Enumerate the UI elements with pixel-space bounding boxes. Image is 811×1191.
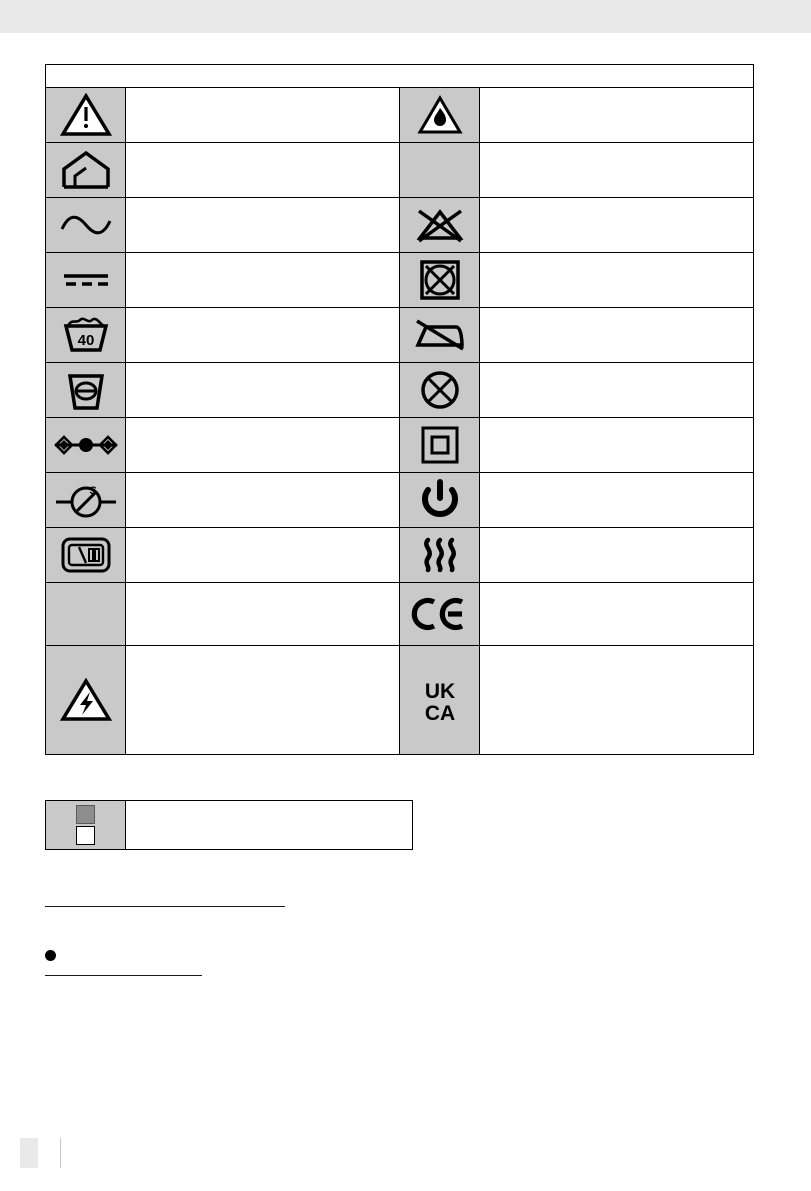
class-ii-double-insulation-icon	[400, 418, 480, 473]
do-not-tumble-dry-icon	[400, 363, 480, 418]
row-description	[126, 198, 400, 253]
row-description	[126, 473, 400, 528]
footer-block	[20, 1138, 38, 1168]
table-row	[46, 473, 754, 528]
svg-text:UK: UK	[424, 680, 455, 703]
alternating-current-icon	[46, 198, 126, 253]
white-square	[76, 826, 95, 845]
section-divider-1	[45, 906, 285, 907]
row-description	[480, 198, 754, 253]
high-voltage-warning-icon	[46, 646, 126, 755]
page-top-band	[0, 0, 811, 33]
table-row	[46, 253, 754, 308]
direct-current-icon	[46, 253, 126, 308]
row-description	[126, 646, 400, 755]
row-description	[480, 308, 754, 363]
row-description	[480, 473, 754, 528]
do-not-iron-icon	[400, 308, 480, 363]
page-footer	[20, 1138, 90, 1168]
wash-40-degrees-icon	[46, 308, 126, 363]
switch-mode-power-supply-icon	[46, 528, 126, 583]
row-description	[480, 418, 754, 473]
row-description	[126, 418, 400, 473]
row-description	[126, 308, 400, 363]
table-header-row	[46, 65, 754, 88]
grey-square	[76, 805, 95, 824]
table-row	[46, 363, 754, 418]
table-row	[46, 308, 754, 363]
row-description	[126, 528, 400, 583]
warning-triangle-exclamation-icon	[46, 88, 126, 143]
row-description	[126, 583, 400, 646]
table-row	[46, 646, 754, 755]
row-description	[126, 801, 413, 850]
do-not-dry-clean-icon	[400, 198, 480, 253]
power-standby-icon	[400, 473, 480, 528]
section-heading	[45, 950, 345, 961]
bullet-icon	[45, 950, 56, 961]
row-description	[126, 143, 400, 198]
polarity-connector-icon	[46, 418, 126, 473]
table-row	[46, 198, 754, 253]
table-header-cell	[46, 65, 754, 88]
legend-footer-table	[45, 800, 413, 850]
empty-icon-cell	[400, 143, 480, 198]
row-description	[480, 646, 754, 755]
row-description	[126, 363, 400, 418]
empty-icon-cell	[46, 583, 126, 646]
row-description	[480, 88, 754, 143]
table-row	[46, 583, 754, 646]
row-description	[480, 583, 754, 646]
row-description	[480, 253, 754, 308]
house-indoor-use-icon	[46, 143, 126, 198]
table-row	[46, 418, 754, 473]
table-row	[46, 88, 754, 143]
footer-divider	[60, 1138, 61, 1168]
table-row	[46, 801, 413, 850]
do-not-bleach-icon	[46, 363, 126, 418]
grey-white-squares-icon	[46, 801, 126, 850]
row-description	[126, 253, 400, 308]
tumble-dry-icon	[400, 253, 480, 308]
row-description	[480, 363, 754, 418]
row-description	[480, 143, 754, 198]
heat-waves-icon	[400, 528, 480, 583]
section-divider-2	[45, 975, 202, 976]
short-circuit-proof-transformer-icon	[46, 473, 126, 528]
table-row	[46, 143, 754, 198]
svg-text:CA: CA	[424, 702, 455, 725]
table-row	[46, 528, 754, 583]
ce-mark-icon	[400, 583, 480, 646]
ukca-mark-icon	[400, 646, 480, 755]
row-description	[480, 528, 754, 583]
row-description	[126, 88, 400, 143]
svg-text:S: S	[88, 485, 97, 497]
svg-text:40: 40	[77, 332, 94, 349]
warning-triangle-flame-icon	[400, 88, 480, 143]
symbol-legend-table	[45, 64, 754, 755]
